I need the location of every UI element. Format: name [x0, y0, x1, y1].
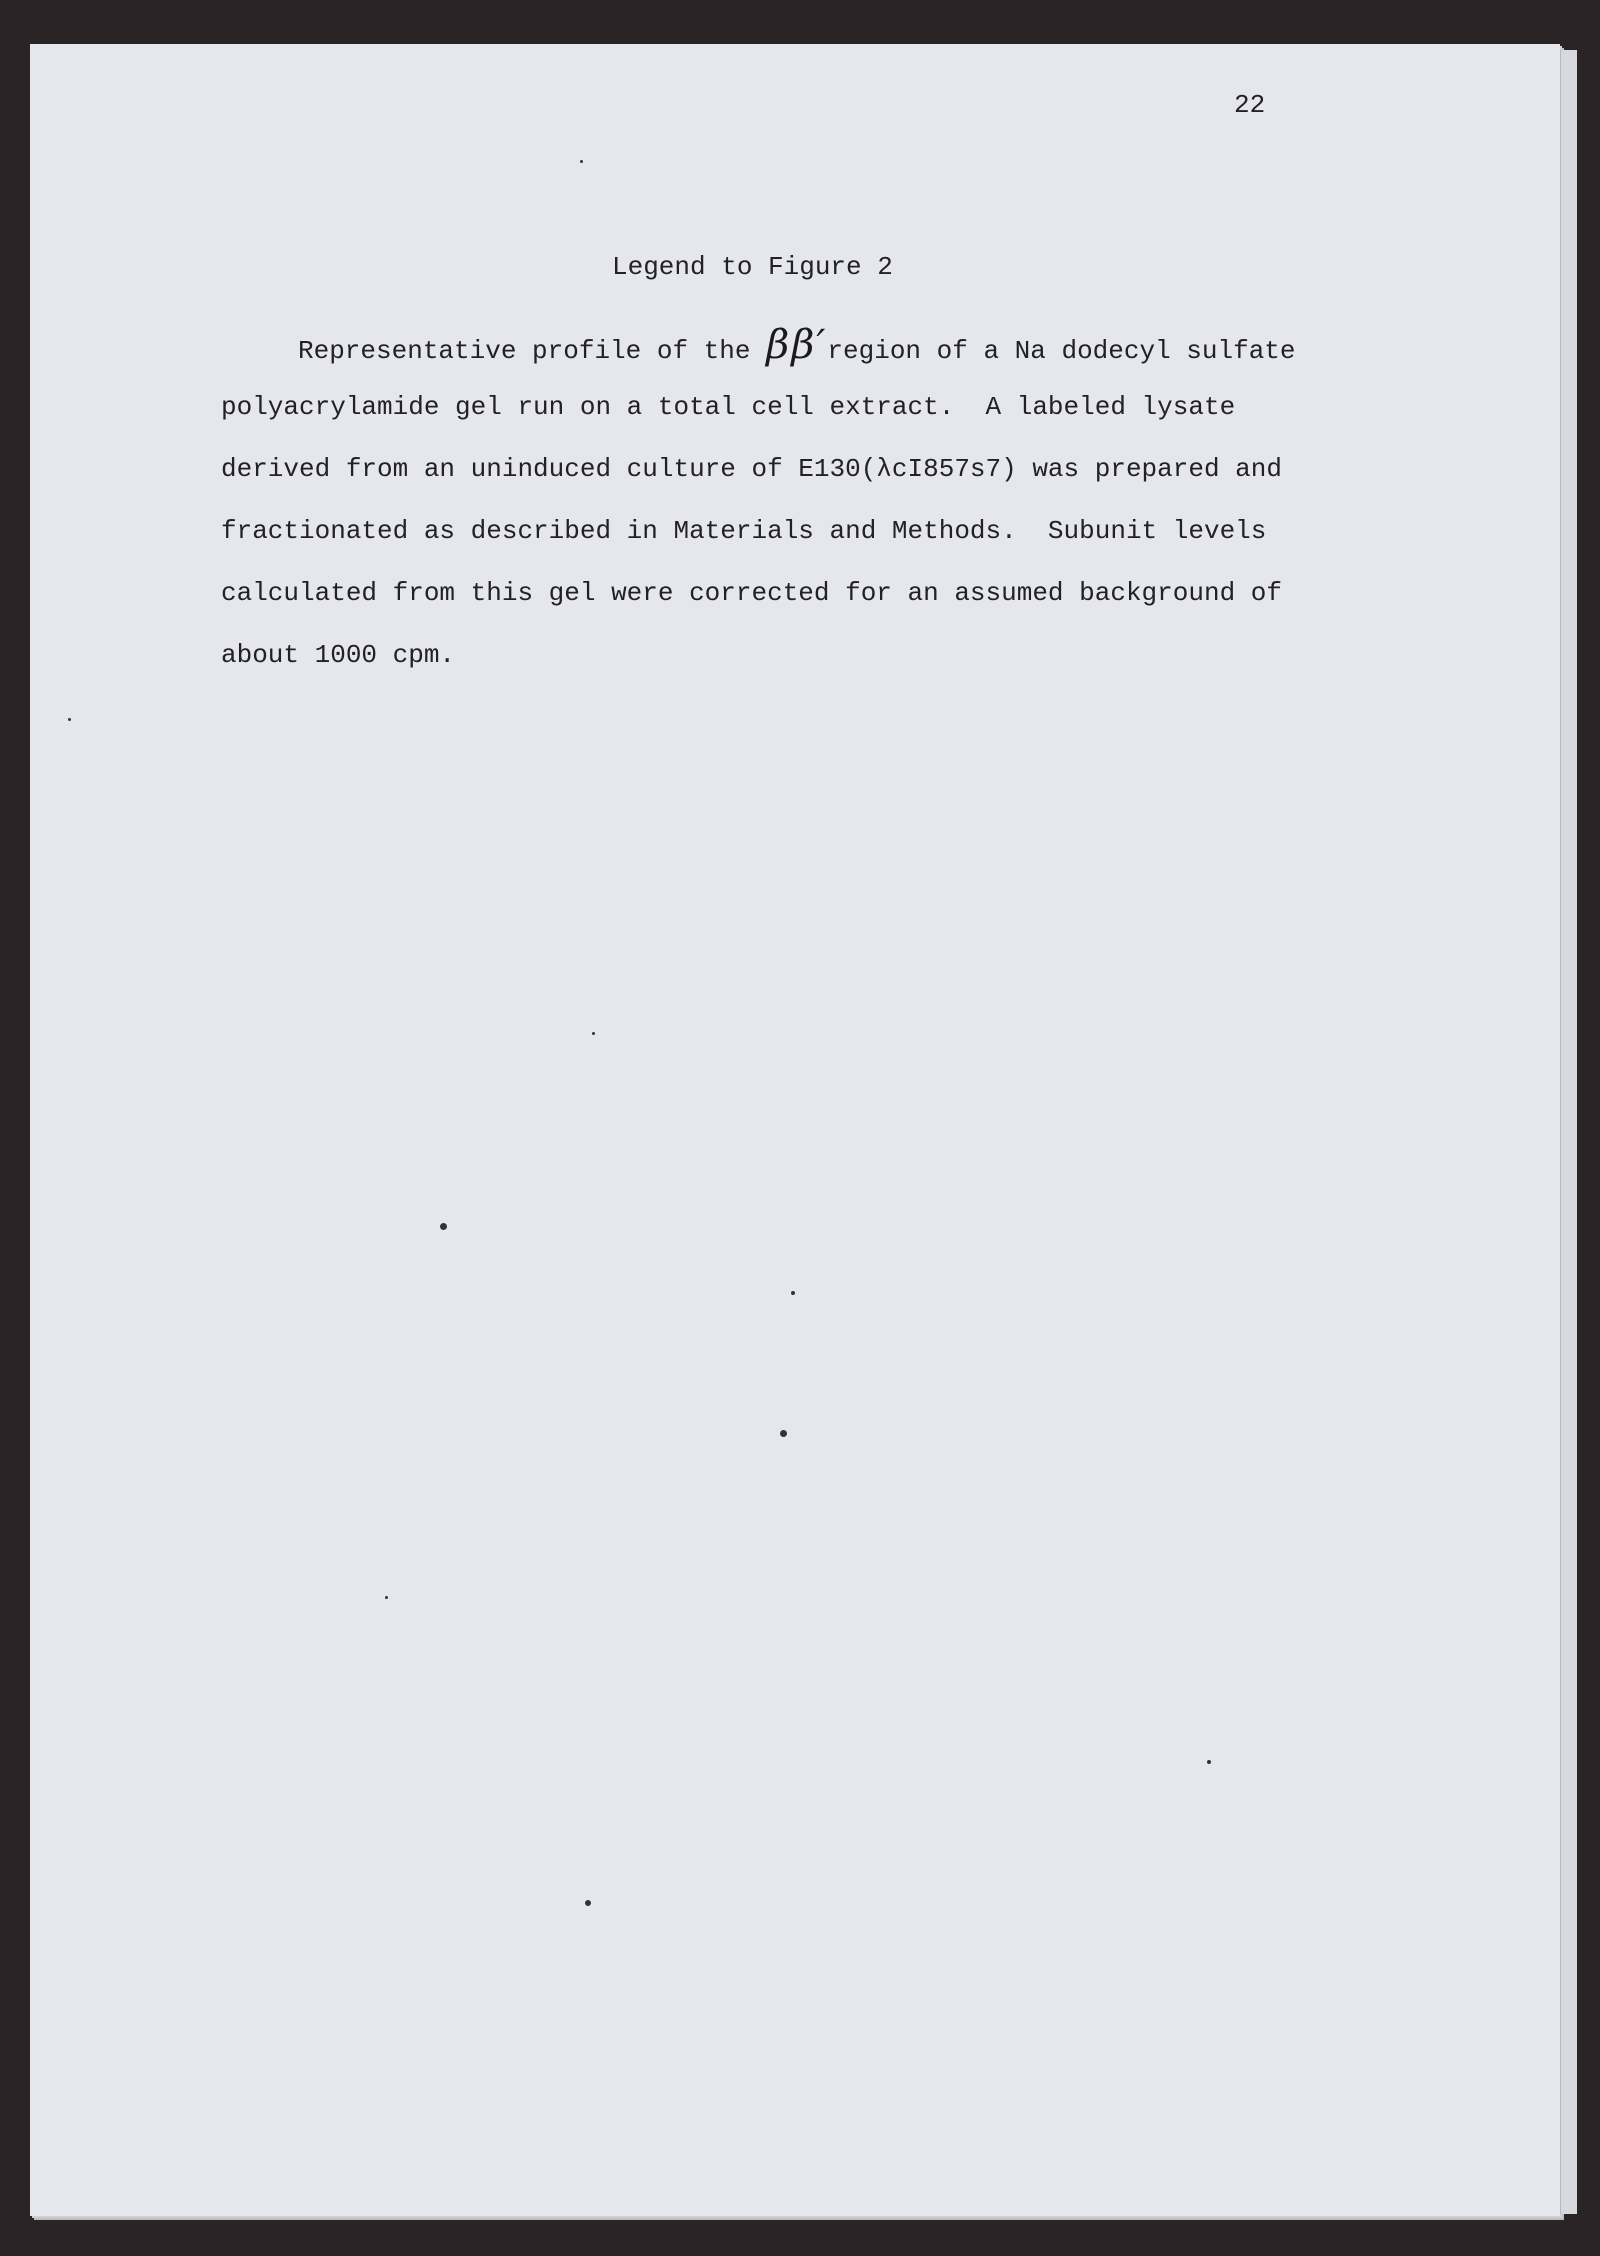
legend-line-1: [298, 322, 1296, 368]
page-edge: [1560, 50, 1577, 2214]
dust-speck: [580, 160, 583, 163]
dust-speck: [592, 1032, 595, 1035]
beta-beta-prime-symbol: ββ′: [766, 322, 828, 368]
legend-line-1-start: Representative profile of the: [298, 336, 767, 366]
legend-line-1-end: region of a Na dodecyl sulfate: [827, 336, 1296, 366]
legend-line-4: fractionated as described in Materials and Methods. Subunit levels: [221, 516, 1267, 546]
legend-line-5: calculated from this gel were corrected for an assumed background of: [221, 578, 1282, 608]
legend-line-2: polyacrylamide gel run on a total cell extract. A labeled lysate: [221, 392, 1236, 422]
legend-title: Legend to Figure 2: [612, 252, 893, 282]
page-number: 22: [1234, 90, 1266, 120]
dust-speck: [780, 1430, 787, 1437]
dust-speck: [68, 718, 71, 721]
dust-speck: [791, 1291, 795, 1295]
dust-speck: [585, 1900, 591, 1906]
dust-speck: [1207, 1760, 1211, 1764]
legend-line-6: about 1000 cpm.: [221, 640, 456, 670]
legend-line-3: derived from an uninduced culture of E130(λcI857s7) was prepared and: [221, 454, 1282, 484]
document-page: [30, 44, 1560, 2216]
dust-speck: [385, 1596, 388, 1599]
dust-speck: [440, 1223, 447, 1230]
